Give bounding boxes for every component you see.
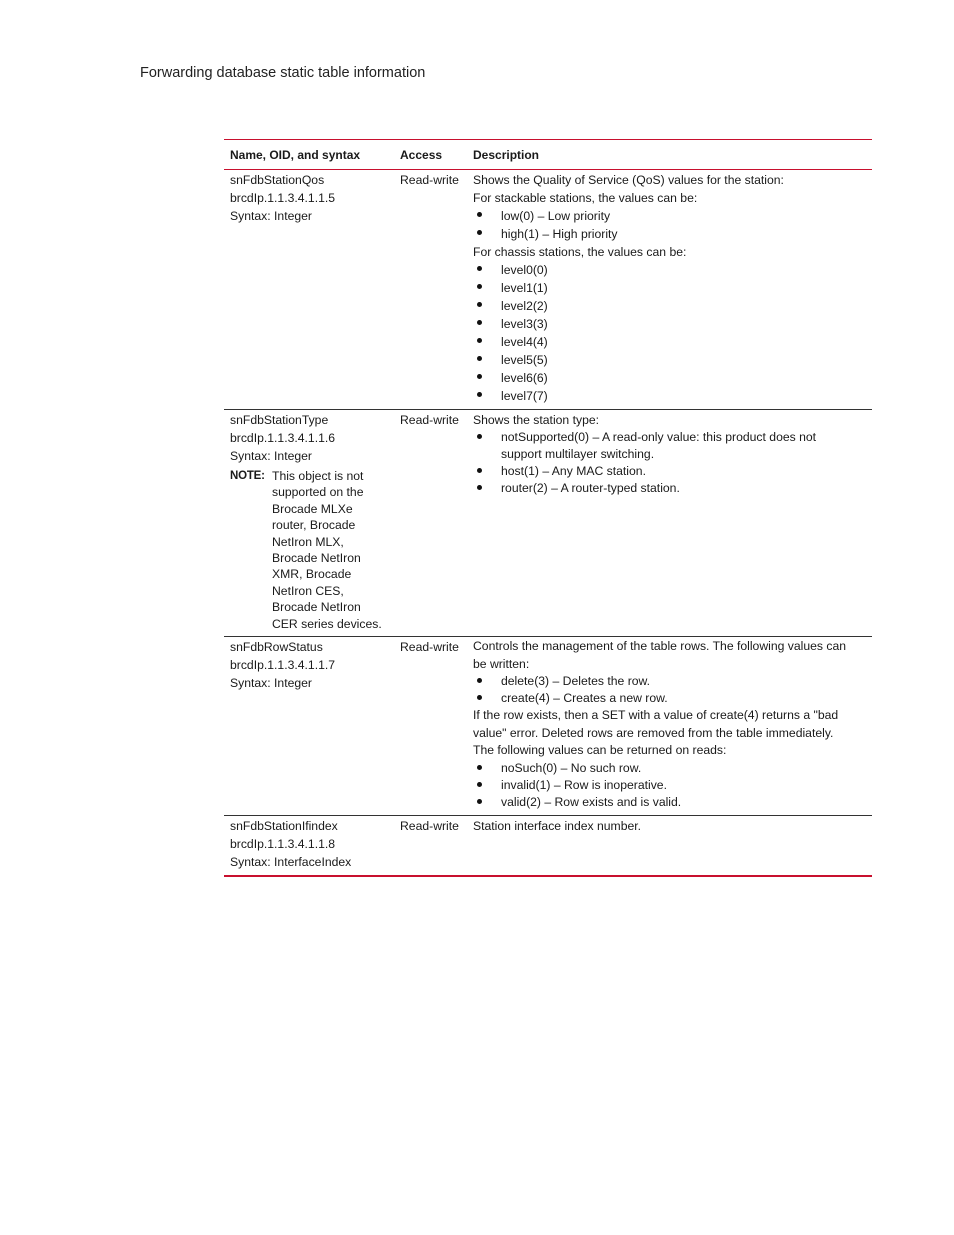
object-name-cell xyxy=(224,410,394,636)
object-syntax: Syntax: InterfaceIndex xyxy=(230,854,352,869)
table-header-row xyxy=(224,140,872,170)
description-text: be written: xyxy=(473,656,530,671)
note-line: This object is not xyxy=(272,469,364,483)
object-syntax: Syntax: Integer xyxy=(230,209,312,223)
list-item: delete(3) – Deletes the row. xyxy=(473,673,864,690)
description-cell xyxy=(467,637,872,815)
note-line: supported on the xyxy=(272,485,364,500)
description-cell xyxy=(467,816,872,875)
list-item: level3(3) xyxy=(473,315,864,333)
list-item: create(4) – Creates a new row. xyxy=(473,690,864,707)
value-list xyxy=(473,261,864,405)
note-line: Brocade NetIron xyxy=(272,551,361,566)
object-name-cell xyxy=(224,816,394,875)
list-item-line: notSupported(0) – A read-only value: this product does not xyxy=(501,430,817,444)
description-text: For stackable stations, the values can be: xyxy=(473,191,698,205)
list-item: invalid(1) – Row is inoperative. xyxy=(473,777,864,794)
value-list xyxy=(473,429,864,497)
description-cell xyxy=(467,170,872,409)
note-line: Brocade MLXe xyxy=(272,501,353,516)
access-cell: Read-write xyxy=(400,818,459,833)
note-line: NetIron CES, xyxy=(272,583,344,598)
description-text: The following values can be returned on reads: xyxy=(473,743,727,758)
object-name: snFdbRowStatus xyxy=(230,640,323,655)
object-oid: brcdIp.1.1.3.4.1.1.6 xyxy=(230,431,336,445)
column-header-name: Name, OID, and syntax xyxy=(230,147,361,162)
object-name: snFdbStationIfindex xyxy=(230,818,338,833)
description-text: For chassis stations, the values can be: xyxy=(473,245,687,259)
object-name-cell xyxy=(224,170,394,409)
description-text: If the row exists, then a SET with a value of create(4) returns a "bad xyxy=(473,708,839,723)
description-cell xyxy=(467,410,872,636)
note-line: XMR, Brocade xyxy=(272,567,352,582)
object-name: snFdbStationType xyxy=(230,413,329,427)
table-row xyxy=(224,410,872,637)
note-line: router, Brocade xyxy=(272,518,356,533)
note-text xyxy=(272,468,394,632)
list-item: level1(1) xyxy=(473,279,864,297)
object-name: snFdbStationQos xyxy=(230,173,325,187)
list-item: valid(2) – Row exists and is valid. xyxy=(473,794,864,811)
list-item: router(2) – A router-typed station. xyxy=(473,480,864,497)
note-label: NOTE: xyxy=(230,470,265,482)
description-text: Station interface index number. xyxy=(473,818,642,833)
value-list xyxy=(473,207,864,243)
page-header-title: Forwarding database static table information xyxy=(140,65,426,81)
access-cell: Read-write xyxy=(400,640,459,655)
table-row xyxy=(224,816,872,875)
access-cell: Read-write xyxy=(400,413,459,427)
list-item: level5(5) xyxy=(473,351,864,369)
column-header-description: Description xyxy=(473,147,540,162)
description-text: Shows the station type: xyxy=(473,413,600,427)
access-cell: Read-write xyxy=(400,173,459,187)
mib-object-table xyxy=(224,139,872,877)
list-item-line: support multilayer switching. xyxy=(501,447,655,461)
description-text: value" error. Deleted rows are removed from the table immediately. xyxy=(473,725,834,740)
object-syntax: Syntax: Integer xyxy=(230,676,312,691)
note-line: Brocade NetIron xyxy=(272,600,361,615)
object-oid: brcdIp.1.1.3.4.1.1.8 xyxy=(230,836,336,851)
object-name-cell xyxy=(224,637,394,815)
value-list xyxy=(473,673,864,707)
object-oid: brcdIp.1.1.3.4.1.1.5 xyxy=(230,191,336,205)
object-oid: brcdIp.1.1.3.4.1.1.7 xyxy=(230,658,336,673)
column-header-access: Access xyxy=(400,147,443,162)
object-syntax: Syntax: Integer xyxy=(230,449,312,463)
list-item: host(1) – Any MAC station. xyxy=(473,463,864,480)
description-text: Controls the management of the table rows. The following values can xyxy=(473,639,847,654)
value-list xyxy=(473,760,864,811)
list-item: level0(0) xyxy=(473,261,864,279)
list-item: noSuch(0) – No such row. xyxy=(473,760,864,777)
list-item: level6(6) xyxy=(473,369,864,387)
note-line: CER series devices. xyxy=(272,616,382,631)
list-item: high(1) – High priority xyxy=(473,225,864,243)
list-item: level4(4) xyxy=(473,333,864,351)
description-text: Shows the Quality of Service (QoS) values for the station: xyxy=(473,173,784,187)
table-row xyxy=(224,637,872,816)
list-item: low(0) – Low priority xyxy=(473,207,864,225)
list-item xyxy=(473,429,864,463)
list-item: level2(2) xyxy=(473,297,864,315)
note-block xyxy=(230,468,394,632)
note-line: NetIron MLX, xyxy=(272,534,344,549)
list-item: level7(7) xyxy=(473,387,864,405)
table-row xyxy=(224,170,872,410)
